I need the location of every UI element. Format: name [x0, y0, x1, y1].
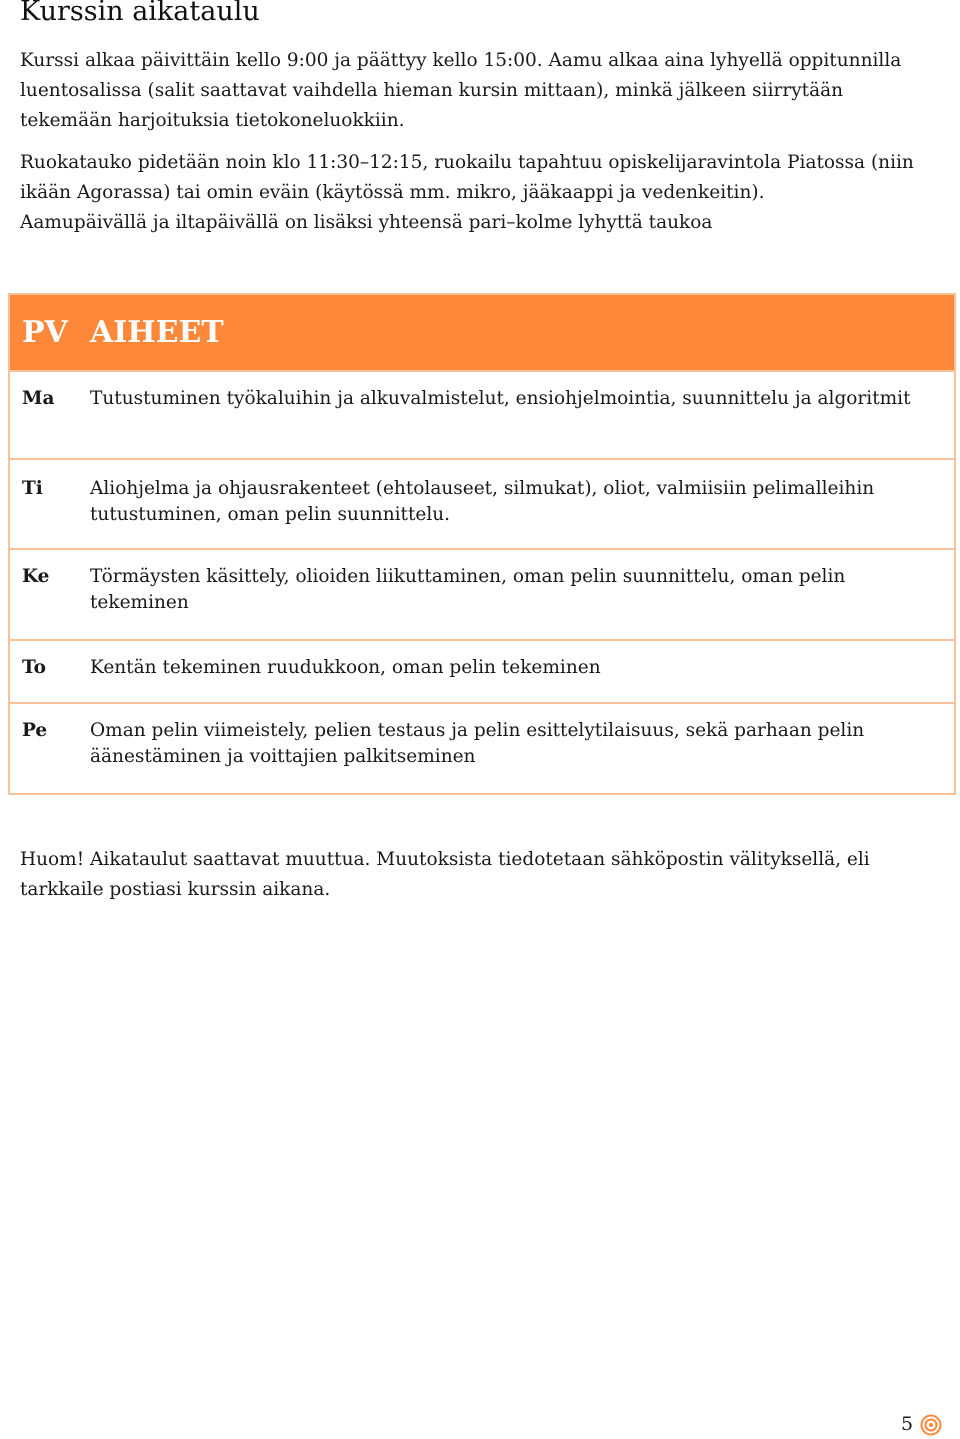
page-title: Kurssin aikataulu — [20, 0, 260, 27]
row-day: Pe — [22, 720, 48, 741]
row-topics: Tutustuminen työkaluihin ja alkuvalmistelut, ensiohjelmointia, suunnittelu ja algoritmit — [90, 388, 911, 409]
row-day: Ke — [22, 566, 50, 587]
intro-paragraph-lunch: Ruokatauko pidetään noin klo 11:30–12:15, ruokailu tapahtuu opiskelijaravintola Piatossa (niin ikään Agorassa) tai omin eväin (käytössä mm. mikro, jääkaappi ja vedenkeitin). — [20, 152, 914, 203]
row-day: Ma — [22, 388, 55, 409]
table-row — [10, 370, 954, 458]
page-number: 5 — [901, 1413, 914, 1435]
table-row — [10, 639, 954, 702]
table-row — [10, 458, 954, 548]
note-paragraph: Huom! Aikataulut saattavat muuttua. Muutoksista tiedotetaan sähköpostin välityksellä, eli tarkkaile postiasi kurssin aikana. — [20, 849, 870, 900]
header-topics: AIHEET — [90, 315, 224, 350]
row-topics: Aliohjelma ja ohjausrakenteet (ehtolauseet, silmukat), oliot, valmiisiin pelimalleihin tutustuminen, oman pelin suunnittelu. — [90, 478, 875, 525]
row-topics: Oman pelin viimeistely, pelien testaus ja pelin esittelytilaisuus, sekä parhaan pelin äänestäminen ja voittajien palkitseminen — [90, 720, 865, 767]
schedule-header-row — [10, 295, 954, 370]
table-row — [10, 702, 954, 793]
row-day: To — [22, 657, 46, 678]
row-topics: Kentän tekeminen ruudukkoon, oman pelin tekeminen — [90, 657, 601, 678]
header-day: PV — [22, 315, 68, 350]
schedule-table — [8, 293, 956, 795]
concentric-circles-icon — [920, 1414, 942, 1436]
intro-paragraph-schedule: Kurssi alkaa päivittäin kello 9:00 ja päättyy kello 15:00. Aamu alkaa aina lyhyellä oppitunnilla luentosalissa (salit saattavat vaihdella hieman kursin mittaan), minkä jälkeen siirrytään tekemään harjoituksia tietokoneluokkiin. — [20, 50, 902, 131]
row-topics: Törmäysten käsittely, olioiden liikuttaminen, oman pelin suunnittelu, oman pelin tekeminen — [90, 566, 846, 613]
table-row — [10, 548, 954, 639]
intro-paragraph-breaks: Aamupäivällä ja iltapäivällä on lisäksi yhteensä pari–kolme lyhyttä taukoa — [20, 212, 713, 233]
row-day: Ti — [22, 478, 43, 499]
